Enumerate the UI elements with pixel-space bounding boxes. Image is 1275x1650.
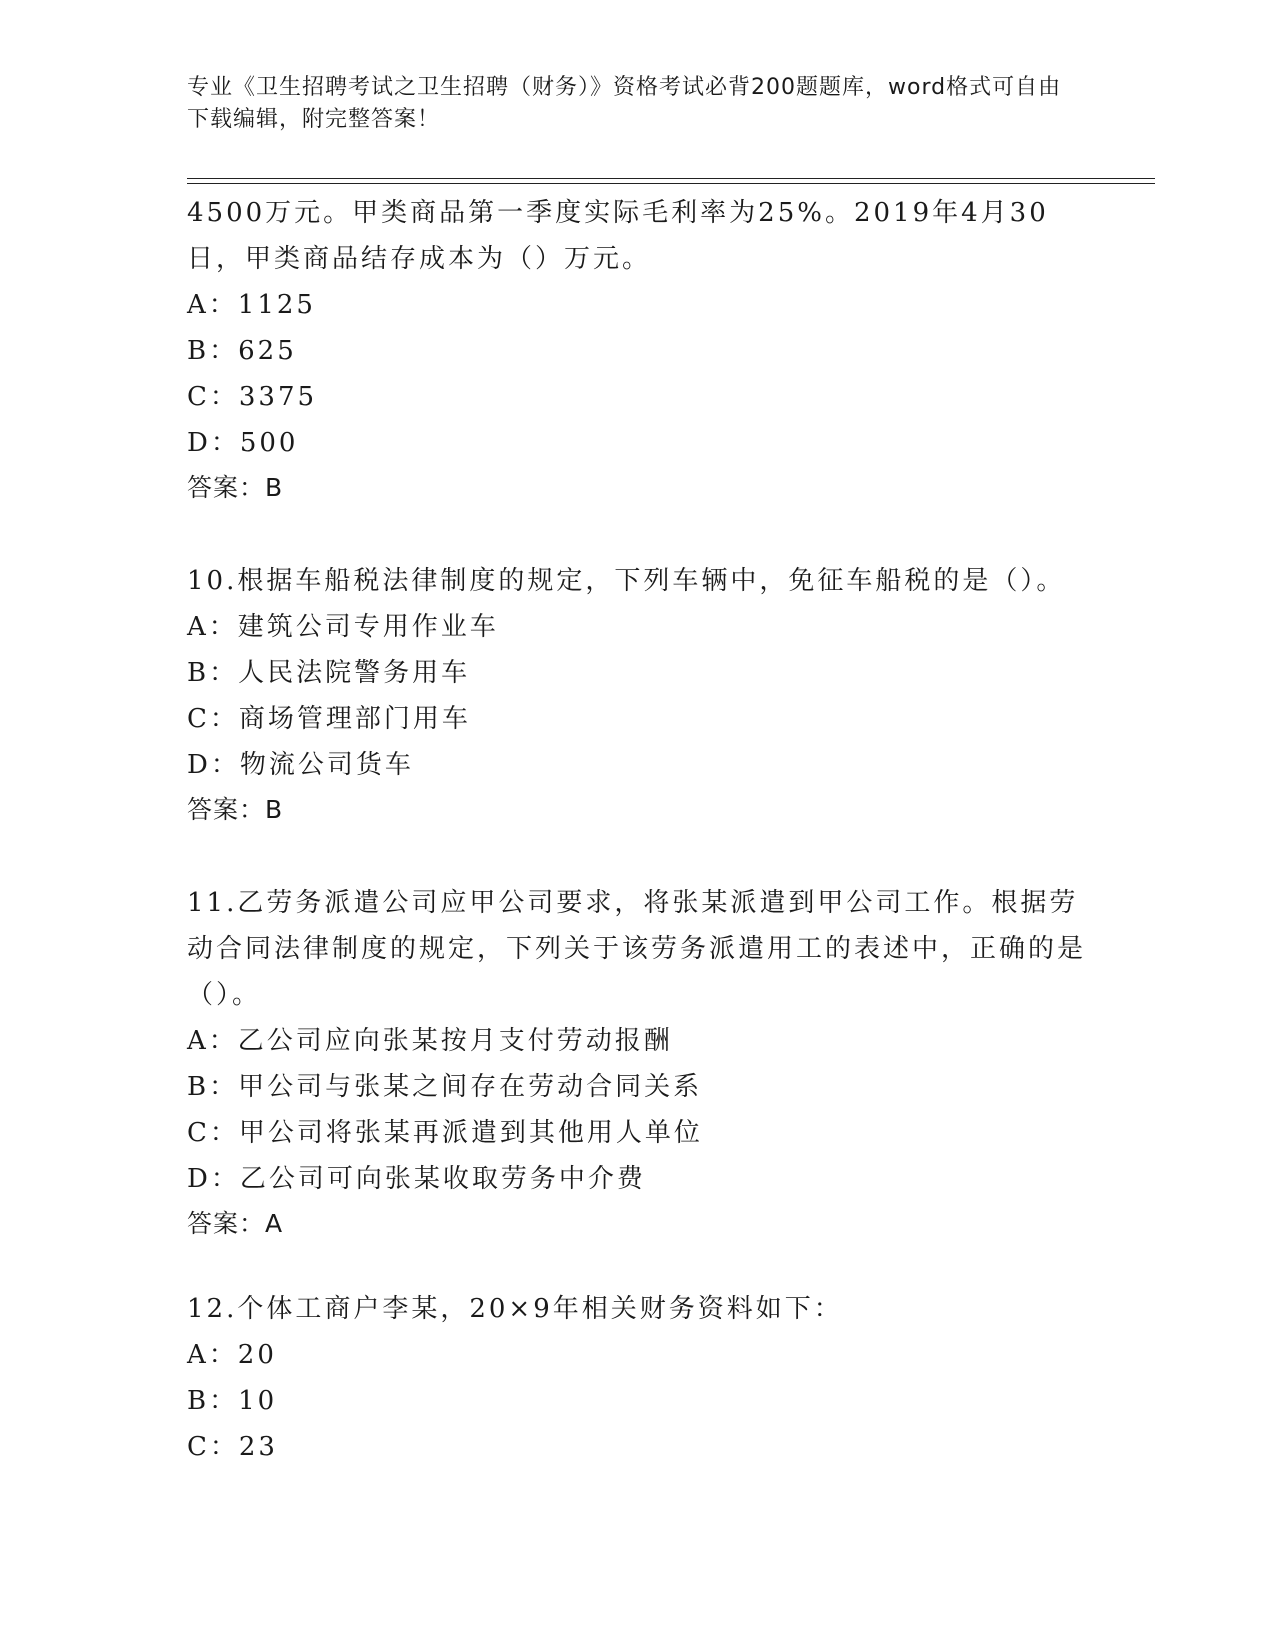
option-c: C：甲公司将张某再派遣到其他用人单位 bbox=[187, 1118, 703, 1148]
option-a: A：20 bbox=[187, 1340, 277, 1370]
question-12 bbox=[187, 1286, 1087, 1470]
question-stem: 12.个体工商户李某，20×9年相关财务资料如下： bbox=[187, 1294, 843, 1324]
document-body bbox=[187, 190, 1087, 1470]
option-a: A：建筑公司专用作业车 bbox=[187, 612, 499, 642]
question-10 bbox=[187, 558, 1087, 832]
option-d: D：500 bbox=[187, 428, 299, 458]
option-c: C：3375 bbox=[187, 382, 318, 412]
answer-line: 答案：B bbox=[187, 473, 284, 502]
question-partial bbox=[187, 190, 1087, 510]
answer-line: 答案：A bbox=[187, 1209, 284, 1238]
option-b: B：甲公司与张某之间存在劳动合同关系 bbox=[187, 1072, 703, 1102]
answer-line: 答案：B bbox=[187, 795, 284, 824]
header-rule bbox=[187, 178, 1155, 179]
option-d: D：物流公司货车 bbox=[187, 750, 414, 780]
document-header: 专业《卫生招聘考试之卫生招聘（财务）》资格考试必背200题题库，word格式可自由下载编辑，附完整答案！ bbox=[187, 75, 1062, 132]
question-11 bbox=[187, 880, 1087, 1246]
option-a: A：乙公司应向张某按月支付劳动报酬 bbox=[187, 1026, 673, 1056]
option-b: B：10 bbox=[187, 1386, 278, 1416]
question-stem: 4500万元。甲类商品第一季度实际毛利率为25%。2019年4月30日，甲类商品结存成本为（）万元。 bbox=[187, 198, 1049, 274]
question-stem: 10.根据车船税法律制度的规定，下列车辆中，免征车船税的是（）。 bbox=[187, 566, 1066, 596]
option-b: B：625 bbox=[187, 336, 297, 366]
option-c: C：23 bbox=[187, 1432, 278, 1462]
option-b: B：人民法院警务用车 bbox=[187, 658, 471, 688]
option-c: C：商场管理部门用车 bbox=[187, 704, 471, 734]
header-rule-double bbox=[187, 183, 1155, 184]
option-d: D：乙公司可向张某收取劳务中介费 bbox=[187, 1164, 646, 1194]
question-stem: 11.乙劳务派遣公司应甲公司要求，将张某派遣到甲公司工作。根据劳动合同法律制度的规定，下列关于该劳务派遣用工的表述中，正确的是（）。 bbox=[187, 888, 1087, 1010]
option-a: A：1125 bbox=[187, 290, 316, 320]
